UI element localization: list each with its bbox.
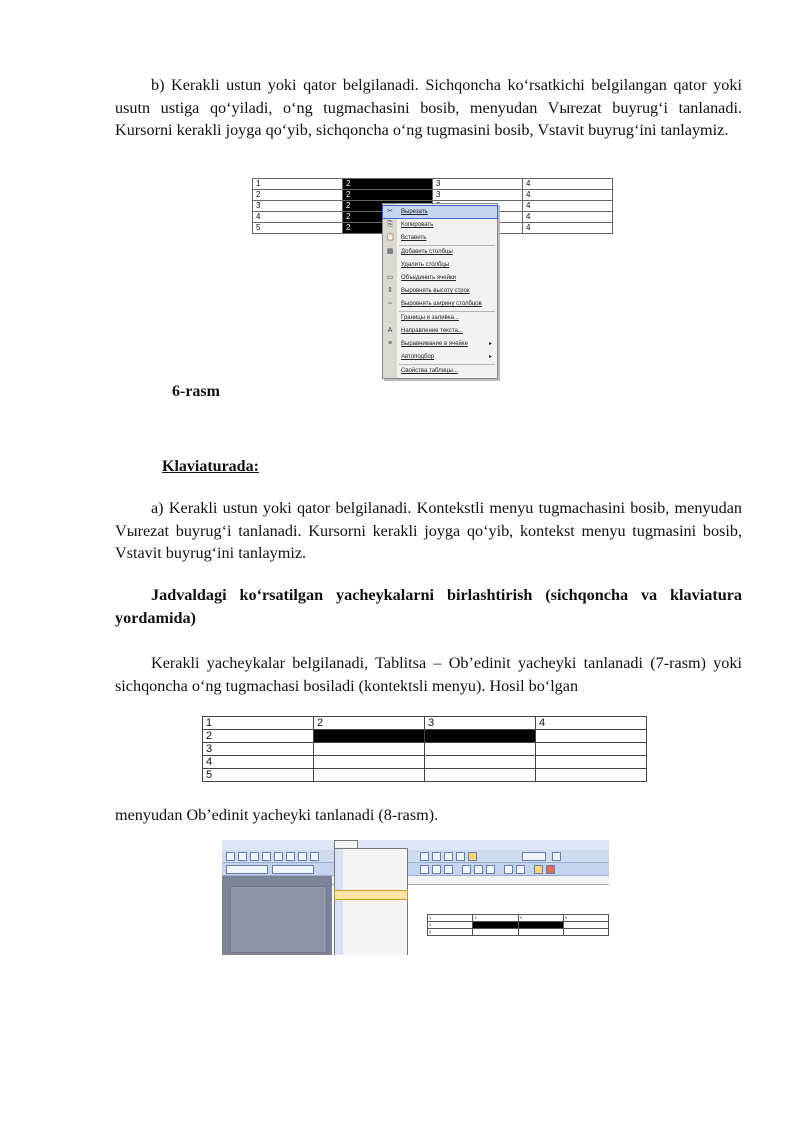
menu-item-text-direction[interactable]: [383, 325, 497, 337]
menu-item-copy[interactable]: [383, 219, 497, 231]
context-menu: [382, 203, 498, 379]
table-cell-selected: 2: [343, 212, 433, 223]
paragraph-mouse-cut-paste: b) Kerakli ustun yoki qator belgilanadi. Sichqoncha ko‘rsatkichi belgilangan qator yoki usutn ustiga qo‘yiladi, o‘ng tugmachasini bosib, menyudan Vыrezat buyrug‘i tanlanadi. Kursorni kerakli joyga qo‘yib, sichqoncha o‘ng tugmasini bosib, Vstavit buyrug‘ini tanlaymiz.: [115, 76, 742, 139]
copy-icon: ⎘: [387, 221, 393, 228]
table-cell: 1: [203, 717, 314, 730]
table-cell: 3: [203, 743, 314, 756]
table-cell: 2: [314, 717, 425, 730]
merge-example-table: [202, 716, 647, 782]
menu-item-delete-columns[interactable]: [383, 259, 497, 271]
blank-icon: [386, 314, 394, 322]
paragraph-keyboard-cut-paste: a) Kerakli ustun yoki qator belgilanadi. Kontekstli menyu tugmachasini bosib, menyudan Vыrezat buyrug‘i tanlanadi. Kursorni kerakli joyga qo‘yib, kontekst menyu tugmasini bosib, Vstavit buyrug‘ini tanlaymiz.: [115, 499, 742, 562]
table-cell-selected: [314, 730, 425, 743]
zoom-select[interactable]: [522, 852, 546, 861]
table-row: [203, 743, 647, 756]
table-cell: 4: [536, 717, 647, 730]
highlight-icon[interactable]: [468, 852, 477, 861]
menu-item-label: Добавить столбцы: [401, 249, 453, 255]
figure-6-caption: 6-rasm: [172, 383, 220, 400]
figure-6-context-menu-screenshot: [252, 178, 615, 378]
submenu-arrow-icon: ▸: [488, 354, 492, 360]
section-heading-keyboard: Klaviaturada:: [162, 458, 259, 475]
highlight-color-icon[interactable]: [534, 865, 543, 874]
table-cell: 4: [523, 179, 613, 190]
table-cell: 5: [203, 769, 314, 782]
menu-item-label: Удалить столбцы: [401, 262, 450, 268]
paragraph-merge-menu: menyudan Ob’edinit yacheyki tanlanadi (8-rasm).: [115, 806, 439, 824]
dropdown-item[interactable]: [335, 931, 407, 939]
table-cell: [425, 769, 536, 782]
figure-8-word-window-screenshot: [222, 840, 609, 955]
dropdown-item[interactable]: [335, 871, 407, 879]
table-cell: 4: [253, 212, 343, 223]
blank-icon: [386, 367, 394, 375]
submenu-arrow-icon: ▸: [488, 341, 492, 347]
bullets-icon[interactable]: [516, 865, 525, 874]
dropdown-item[interactable]: [335, 901, 407, 909]
blank-icon: [386, 353, 394, 361]
table-cell-selected: 2: [343, 179, 433, 190]
insert-columns-icon: ▦: [386, 248, 394, 255]
task-pane-panel: [230, 886, 327, 953]
menu-item-distribute-rows[interactable]: [383, 285, 497, 297]
table-cell: 5: [253, 223, 343, 234]
new-document-icon[interactable]: [226, 852, 235, 861]
table-cell: 2: [253, 190, 343, 201]
italic-icon[interactable]: [432, 865, 441, 874]
table-cell: 1: [428, 915, 473, 922]
menu-item-label: Направление текста...: [401, 328, 463, 334]
table-cell: 4: [523, 190, 613, 201]
menu-item-label: Копировать: [401, 222, 434, 228]
table-cell: [536, 730, 647, 743]
preview-icon[interactable]: [274, 852, 283, 861]
task-pane: [222, 876, 332, 955]
merge-cells-icon: ▭: [386, 274, 394, 281]
table-cell-selected: 2: [343, 201, 433, 212]
standard-toolbar: [222, 850, 609, 863]
table-row: [253, 190, 613, 201]
paragraph-merge-instructions: Kerakli yacheykalar belgilanadi, Tablitsa – Ob’edinit yacheyki tanlanadi (7-rasm) yoki sichqoncha o‘ng tugmachasi bosiladi (kontektsli menyu). Hosil bo‘lgan: [115, 654, 742, 695]
text-direction-icon: A: [387, 327, 393, 334]
table-cell: [425, 756, 536, 769]
dropdown-item[interactable]: [335, 861, 407, 869]
columns-icon[interactable]: [432, 852, 441, 861]
menu-item-distribute-columns[interactable]: [383, 298, 497, 310]
table-cell: [518, 929, 563, 936]
menu-item-label: Вставить: [401, 235, 427, 241]
open-icon[interactable]: [238, 852, 247, 861]
table-icon[interactable]: [420, 852, 429, 861]
table-cell: 2: [203, 730, 314, 743]
save-icon[interactable]: [250, 852, 259, 861]
table-cell-selected: 2: [343, 190, 433, 201]
table-cell: 3: [253, 201, 343, 212]
table-row: [203, 717, 647, 730]
table-cell: [314, 743, 425, 756]
distribute-columns-icon: ⇔: [386, 300, 394, 307]
blank-icon: [386, 261, 394, 269]
table-cell: [563, 929, 608, 936]
style-select[interactable]: [226, 865, 268, 874]
menu-item-autofit[interactable]: [383, 351, 497, 363]
dropdown-item[interactable]: [335, 944, 407, 952]
table-cell: 4: [203, 756, 314, 769]
figure-8-table: [427, 914, 609, 936]
menu-item-paste[interactable]: [383, 232, 497, 244]
table-row: [203, 769, 647, 782]
table-cell-selected: [518, 922, 563, 929]
table-row: [253, 179, 613, 190]
cut-icon[interactable]: [298, 852, 307, 861]
align-icon: ≡: [387, 340, 393, 347]
scissors-icon: ✂: [387, 208, 393, 215]
copy-icon[interactable]: [310, 852, 319, 861]
table-cell: 2: [473, 915, 518, 922]
map-icon[interactable]: [456, 852, 465, 861]
table-cell: 3: [433, 179, 523, 190]
distribute-rows-icon: ⇕: [387, 287, 393, 294]
dropdown-item[interactable]: [335, 881, 407, 889]
table-cell: [536, 743, 647, 756]
table-row: [203, 730, 647, 743]
table-cell: [473, 929, 518, 936]
table-row: [203, 756, 647, 769]
formatting-toolbar: [222, 863, 609, 876]
table-cell: [536, 756, 647, 769]
print-icon[interactable]: [262, 852, 271, 861]
table-cell: 3: [425, 717, 536, 730]
table-cell: 1: [253, 179, 343, 190]
menu-item-cut[interactable]: [383, 206, 497, 218]
drawing-icon[interactable]: [444, 852, 453, 861]
dropdown-item-merge-cells[interactable]: [335, 891, 407, 899]
table-cell: 3: [428, 929, 473, 936]
table-cell: [536, 769, 647, 782]
align-right-icon[interactable]: [486, 865, 495, 874]
dropdown-item[interactable]: [335, 851, 407, 859]
table-cell: 4: [523, 201, 613, 212]
menu-item-borders-shading[interactable]: [383, 312, 497, 324]
table-cell-selected: 2: [343, 223, 433, 234]
table-cell: 4: [563, 915, 608, 922]
menu-item-label: Выровнять ширину столбцов: [401, 301, 482, 307]
table-cell: 2: [428, 922, 473, 929]
menu-item-label: Автоподбор: [401, 354, 435, 360]
menu-item-table-properties[interactable]: [383, 365, 497, 377]
align-left-icon[interactable]: [462, 865, 471, 874]
table-cell: 3: [433, 190, 523, 201]
table-cell: 3: [518, 915, 563, 922]
clipboard-icon: 📋: [386, 234, 395, 241]
menu-item-label: Выровнять высоту строк: [401, 288, 470, 294]
underline-icon[interactable]: [444, 865, 453, 874]
bold-icon[interactable]: [420, 865, 429, 874]
menu-item-label: Объединить ячейки: [401, 275, 456, 281]
table-dropdown-menu: [334, 848, 408, 955]
table-cell-selected: [425, 730, 536, 743]
table-cell: [314, 756, 425, 769]
dropdown-item[interactable]: [335, 911, 407, 919]
menu-item-label: Выравнивание в ячейке: [401, 341, 468, 347]
spelling-icon[interactable]: [286, 852, 295, 861]
table-row: [428, 929, 609, 936]
menu-item-merge-cells[interactable]: [383, 272, 497, 284]
table-cell: [425, 743, 536, 756]
help-icon[interactable]: [552, 852, 561, 861]
menu-item-label: Границы и заливка...: [401, 315, 459, 321]
menu-item-cell-alignment[interactable]: [383, 338, 497, 350]
table-cell: [563, 922, 608, 929]
numbering-icon[interactable]: [504, 865, 513, 874]
menu-bar: [222, 840, 609, 850]
subheading-merge-cells: Jadvaldagi ko‘rsatilgan yacheykalarni birlashtirish (sichqoncha va klaviatura yordamida): [115, 586, 742, 627]
table-row: [428, 915, 609, 922]
menu-item-label: Свойства таблицы...: [401, 368, 458, 374]
font-select[interactable]: [272, 865, 314, 874]
align-center-icon[interactable]: [474, 865, 483, 874]
menu-item-label: Вырезать: [401, 209, 428, 215]
table-cell: 4: [523, 212, 613, 223]
table-cell-selected: [473, 922, 518, 929]
dropdown-item[interactable]: [335, 921, 407, 929]
table-cell: 4: [523, 223, 613, 234]
font-color-icon[interactable]: [546, 865, 555, 874]
table-row: [428, 922, 609, 929]
menu-item-insert-columns[interactable]: [383, 246, 497, 258]
table-cell: [314, 769, 425, 782]
